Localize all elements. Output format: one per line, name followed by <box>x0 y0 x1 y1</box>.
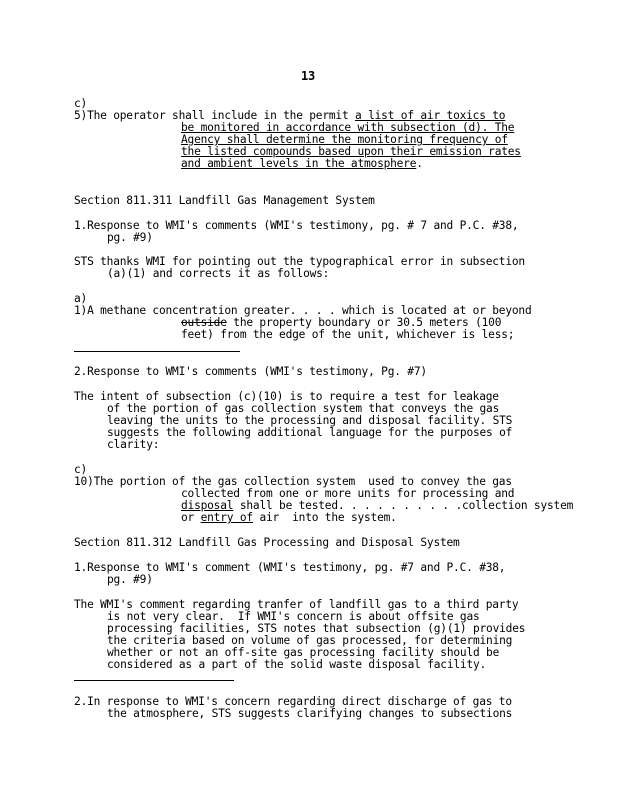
amended-text: the property boundary or 30.5 meters (100 <box>226 316 502 329</box>
response-heading: 1.Response to WMI's comment (WMI's testimony, pg. #7 and P.C. #38, <box>74 561 506 574</box>
item5-line4: the listed compounds based upon their emission rates <box>181 145 521 158</box>
paragraph-line: The WMI's comment regarding tranfer of landfill gas to a third party <box>74 598 519 611</box>
item5-line5 <box>181 157 423 170</box>
item5-lead: 5)The operator shall include in the permit <box>74 109 356 122</box>
amended-text: shall be tested. . . . . . . . . .collection system <box>233 499 574 512</box>
paragraph-line: the criteria based on volume of gas processed, for determining <box>107 634 513 647</box>
amended-text: or <box>181 511 201 524</box>
response-heading: 1.Response to WMI's comments (WMI's testimony, pg. # 7 and P.C. #38, <box>74 219 519 232</box>
paragraph-line: of the portion of gas collection system that conveys the gas <box>107 402 500 415</box>
item5-line2: be monitored in accordance with subsection (d). The <box>181 121 515 134</box>
response-heading-cont: pg. #9) <box>107 231 153 244</box>
amended-line: 10)The portion of the gas collection system used to convey the gas <box>74 475 512 488</box>
paragraph-line: leaving the units to the processing and disposal facility. STS <box>107 414 513 427</box>
struck-text: outside <box>181 316 227 329</box>
divider-rule <box>74 680 234 681</box>
section-heading: Section 811.312 Landfill Gas Processing and Disposal System <box>74 536 460 549</box>
item5-inserted-end: and ambient levels in the atmosphere <box>181 157 417 170</box>
paragraph-line: suggests the following additional language for the purposes of <box>107 426 513 439</box>
paragraph-line: whether or not an off-site gas processing facility should be <box>107 646 500 659</box>
amended-line: collected from one or more units for processing and <box>181 487 515 500</box>
subsection-marker: c) <box>74 463 88 476</box>
item5-period: . <box>416 157 423 170</box>
subsection-marker: c) <box>74 97 88 110</box>
response-heading-cont: pg. #9) <box>107 573 153 586</box>
response-heading: 2.In response to WMI's concern regarding direct discharge of gas to <box>74 695 512 708</box>
paragraph-line: considered as a part of the solid waste disposal facility. <box>107 658 487 671</box>
paragraph-line: is not very clear. If WMI's concern is about offsite gas <box>107 610 480 623</box>
amended-line: feet) from the edge of the unit, whichever is less; <box>181 328 515 341</box>
paragraph-line: clarity: <box>107 438 160 451</box>
item5-line3: Agency shall determine the monitoring frequency of <box>181 133 508 146</box>
page-number: 13 <box>301 69 316 83</box>
paragraph-line: (a)(1) and corrects it as follows: <box>107 267 330 280</box>
amended-line: 1)A methane concentration greater. . . . which is located at or beyond <box>74 304 532 317</box>
amended-line <box>181 511 397 524</box>
item5-inserted-text: a list of air toxics to <box>355 109 506 122</box>
subsection-marker: a) <box>74 292 88 305</box>
response-heading-cont: the atmosphere, STS suggests clarifying changes to subsections <box>107 707 513 720</box>
inserted-text: entry of <box>200 511 253 524</box>
section-heading: Section 811.311 Landfill Gas Management System <box>74 194 375 207</box>
divider-rule <box>74 351 240 352</box>
paragraph-line: The intent of subsection (c)(10) is to require a test for leakage <box>74 390 499 403</box>
response-heading: 2.Response to WMI's comments (WMI's testimony, Pg. #7) <box>74 365 427 378</box>
paragraph-line: processing facilities, STS notes that subsection (g)(1) provides <box>107 622 526 635</box>
amended-text: air into the system. <box>252 511 397 524</box>
paragraph-line: STS thanks WMI for pointing out the typographical error in subsection <box>74 255 525 268</box>
inserted-text: disposal <box>181 499 234 512</box>
